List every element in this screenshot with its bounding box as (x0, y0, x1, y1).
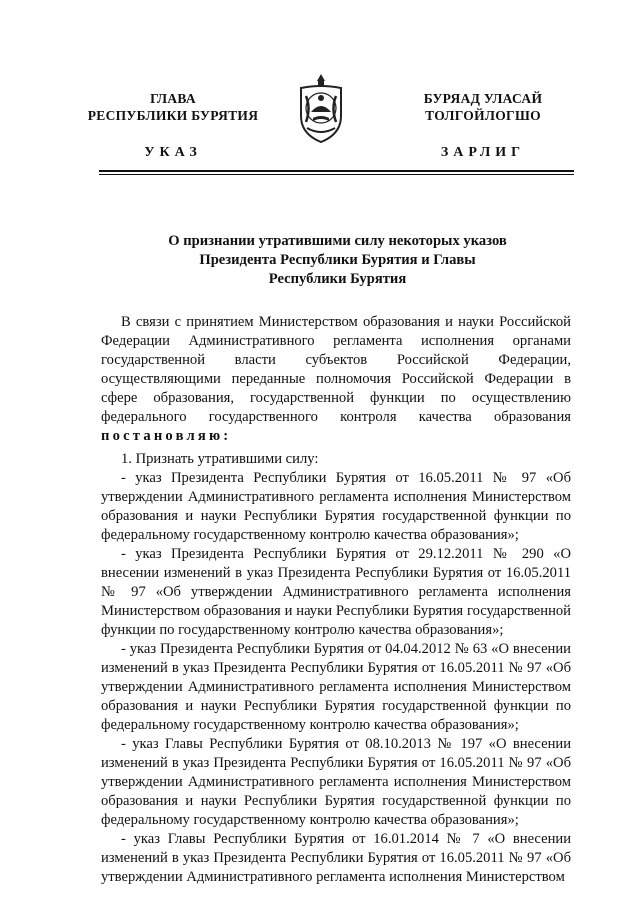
title-line-1: О признании утратившими силу некоторых указов (168, 233, 507, 249)
preamble-text: В связи с принятием Министерством образования и науки Российской Федерации Административного регламента исполнения органами государственной власти субъектов Российской Федерации, осуществляющими переданные полномочия Российской Федерации в сфере образования, государственной функции по осуществлению федерального государственного контроля качества образования (101, 314, 571, 425)
header-divider-thick (99, 170, 574, 172)
header-divider-thin (99, 174, 574, 175)
issuer-header-bua (383, 90, 583, 124)
resolve-word: постановляю: (101, 428, 232, 444)
title-line-2: Президента Республики Бурятия и Главы (199, 252, 476, 268)
republic-emblem-icon (295, 72, 347, 144)
issuer-header-ru (73, 90, 273, 124)
document-title (110, 232, 565, 289)
preamble-paragraph (101, 313, 571, 446)
repealed-decree-entry: - указ Президента Республики Бурятия от 04.04.2012 № 63 «О внесении изменений в указ Президента Республики Бурятия от 16.05.2011 № 97 «Об утверждении Административного регламента исполнения Министерством образования и науки Республики Бурятия государственной функции по федеральному государственному контролю качества образования»; (101, 641, 571, 733)
repealed-decree-entry: - указ Главы Республики Бурятия от 08.10.2013 № 197 «О внесении изменений в указ Президента Республики Бурятия от 16.05.2011 № 97 «Об утверждении Административного регламента исполнения Министерством образования и науки Республики Бурятия государственной функции по федеральному государственному контролю качества образования»; (101, 736, 571, 828)
document-type-bua: ЗАРЛИГ (440, 145, 526, 160)
repealed-decree-entry: - указ Президента Республики Бурятия от 29.12.2011 № 290 «О внесении изменений в указ Президента Республики Бурятия от 16.05.2011 № 97 «Об утверждении Административного регламента исполнения Министерством образования и науки Республики Бурятия государственной функции по государственному контролю качества образования»; (101, 546, 571, 638)
repealed-decree-entry: - указ Президента Республики Бурятия от 16.05.2011 № 97 «Об утверждении Административного регламента исполнения Министерством образования и науки Республики Бурятия государственной функции по федеральному государственному контролю качества образования»; (101, 470, 571, 543)
issuer-republic-ru: РЕСПУБЛИКИ БУРЯТИЯ (87, 108, 259, 123)
item-1-heading: 1. Признать утратившими силу: (121, 451, 319, 467)
issuer-title-ru: ГЛАВА (150, 91, 196, 106)
document-body (101, 313, 571, 887)
document-type-ru: УКАЗ (144, 145, 202, 160)
repealed-decree-entry: - указ Главы Республики Бурятия от 16.01.2014 № 7 «О внесении изменений в указ Президента Республики Бурятия от 16.05.2011 № 97 «Об утверждении Административного регламента исполнения Министерством (101, 831, 571, 885)
issuer-republic-bua: БУРЯАД УЛАСАЙ (423, 91, 543, 106)
issuer-title-bua: ТОЛГОЙЛОГШО (425, 108, 541, 123)
title-line-3: Республики Бурятия (268, 271, 407, 287)
